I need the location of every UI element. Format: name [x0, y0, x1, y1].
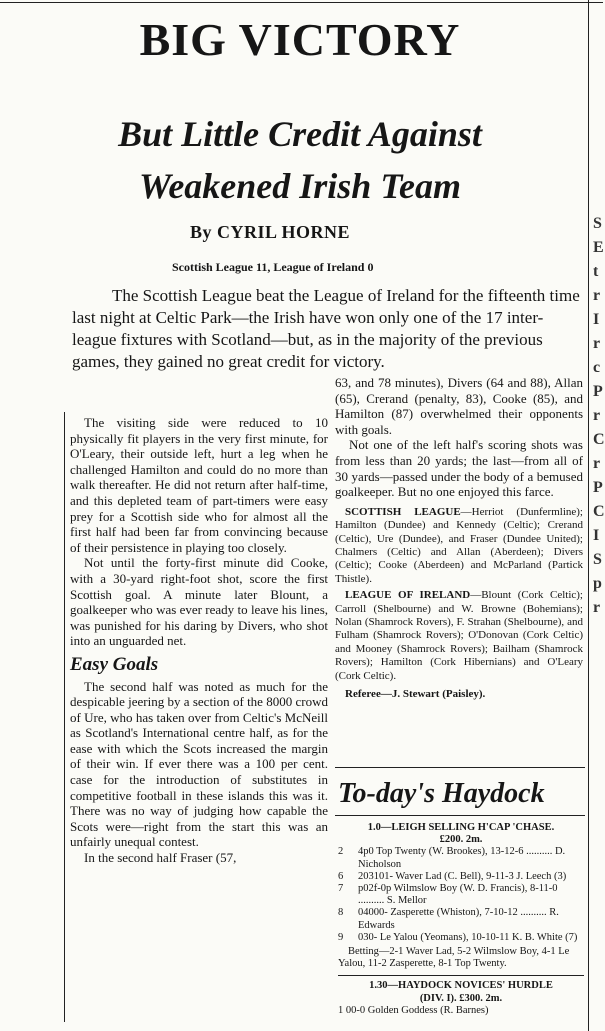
right-column: [335, 375, 583, 701]
left-margin-rule: [64, 412, 65, 1022]
edge-letter: p: [593, 575, 602, 592]
easy-goals-heading: Easy Goals: [70, 653, 159, 675]
intro-text: The Scottish League beat the League of Ireland for the fifteenth time last night at Celtic Park—the Irish have won only one of the 17 inter-league fixtures with Scotland—but, as in the majority of the previous games, they gained no great credit for victory.: [72, 286, 580, 371]
scottish-team-lead: SCOTTISH LEAGUE: [345, 505, 461, 518]
runner-number: 7: [338, 883, 344, 895]
race1-runner: [338, 907, 584, 931]
runner-number: 8: [338, 907, 344, 919]
ireland-team-text: —Blount (Cork Celtic); Carroll (Shelbourne) and W. Browne (Bohemians); Nolan (Shamrock Rovers), F. Strahan (Shelbourne), and Fulham (Shamrock Rovers); O'Donovan (Cork Celtic) and Mooney (Shamrock Rovers); Bailham (Shamrock Rovers); Hamilton (Cork Hibernians) and O'Leary (Cork Celtic).: [335, 589, 583, 682]
left-column: [70, 415, 328, 866]
edge-letter: t: [593, 263, 599, 280]
runner-text: 4p0 Top Twenty (W. Brookes), 13-12-6 .......... D. Nicholson: [358, 846, 566, 870]
edge-letter: r: [593, 599, 601, 616]
subheadline-2: Weakened Irish Team: [138, 166, 461, 206]
haydock-racecard: [338, 822, 584, 1017]
race1-runner: [338, 846, 584, 870]
runner-number: 9: [338, 931, 344, 943]
ireland-team: [335, 589, 583, 683]
runner-text: 203101- Waver Lad (C. Bell), 9-11-3 J. Leech (3): [358, 870, 567, 882]
edge-letter: c: [593, 359, 601, 376]
edge-letter: E: [593, 239, 604, 256]
haydock-title-rule: [335, 815, 585, 816]
left-paragraph-1: The visiting side were reduced to 10 physically fit players in the very first minute, for O'Leary, their outside left, hurt a leg when he challenged Hamilton and could do no more than walk thereafter. He did not return after half-time, and this depleted team of part-timers were easy prey for a Scottish side who for almost all the first half had been far from convincing because of their persistence in playing too closely.: [70, 415, 328, 555]
intro-paragraph: [72, 285, 582, 373]
scottish-team-text: —Herriot (Dunfermline); Hamilton (Dundee) and Kennedy (Celtic); Crerand (Celtic), Ure (Dundee), and Fraser (Dundee United); Chalmers (Celtic) and Allan (Aberdeen); Divers (Celtic); Cooke (Aberdeen) and McParland (Partick Thistle).: [335, 505, 583, 585]
adjacent-column-fragment: [593, 215, 603, 623]
edge-letter: S: [593, 551, 602, 568]
race1-runner: [338, 871, 584, 883]
right-paragraph-1: 63, and 78 minutes), Divers (64 and 88), Allan (65), Crerand (penalty, 83), Cooke (85), and Hamilton (87) overwhelmed their opponents with goals.: [335, 375, 583, 437]
top-rule: [0, 2, 603, 3]
race1-betting: Betting—2-1 Waver Lad, 5-2 Wilmslow Boy, 4-1 Le Yalou, 11-2 Zasperette, 8-1 Top Twenty.: [338, 946, 570, 970]
runner-number: 2: [338, 846, 344, 858]
runner-text: p02f-0p Wilmslow Boy (W. D. Francis), 8-11-0 .......... S. Mellor: [358, 883, 558, 907]
headline: BIG VICTORY: [139, 14, 461, 65]
runner-text: 04000- Zasperette (Whiston), 7-10-12 .......... R. Edwards: [358, 907, 559, 931]
race2-prize: (DIV. I). £300. 2m.: [419, 992, 503, 1004]
edge-letter: C: [593, 503, 605, 520]
edge-letter: r: [593, 407, 601, 424]
team-lists: [335, 506, 583, 702]
right-column-rule: [588, 0, 589, 1031]
race1-prize: £200. 2m.: [439, 834, 483, 846]
edge-letter: P: [593, 383, 603, 400]
scottish-team: [335, 506, 583, 586]
byline: By CYRIL HORNE: [190, 222, 351, 242]
easy-goals-paragraph-2: In the second half Fraser (57,: [84, 850, 237, 866]
right-paragraph-2: Not one of the left half's scoring shots was from less than 20 yards; the last—from all of 30 yards—passed under the body of a bemused goalkeeper. But no one enjoyed this farce.: [335, 437, 583, 500]
easy-goals-paragraph-1: The second half was noted as much for the despicable jeering by a section of the 8000 crowd of Ure, who has taken over from Celtic's McNeill as Scotland's International centre half, as for the ease with which the Scots increased the margin of their win. If ever there was a 100 per cent. case for the introduction of substitutes in competitive football in these islands this was it. There was no way of judging how capable the Scots were—right from the start this was an unfairly unequal contest.: [70, 678, 328, 850]
runner-number: 6: [338, 870, 344, 882]
left-paragraph-2: Not until the forty-first minute did Cooke, with a 30-yard right-foot shot, score the first Scottish goal. A minute later Blount, a goalkeeper who was ever ready to leave his lines, was punished for his daring by Divers, who shot into an unguarded net.: [70, 555, 328, 649]
subheadline-1: But Little Credit Against: [118, 114, 482, 154]
edge-letter: r: [593, 455, 601, 472]
haydock-title: To-day's Haydock: [338, 778, 545, 809]
edge-letter: P: [593, 479, 603, 496]
race2-heading: 1.30—HAYDOCK NOVICES' HURDLE: [369, 980, 553, 992]
ireland-team-lead: LEAGUE OF IRELAND: [345, 589, 471, 602]
referee-line: Referee—J. Stewart (Paisley).: [345, 688, 486, 701]
edge-letter: I: [593, 527, 600, 544]
race1-runner: [338, 883, 584, 907]
runner-text: 030- Le Yalou (Yeomans), 10-10-11 K. B. White (7): [358, 931, 578, 943]
edge-letter: I: [593, 311, 600, 328]
haydock-top-rule: [335, 767, 585, 768]
edge-letter: S: [593, 215, 602, 232]
race1-runner: [338, 932, 584, 944]
edge-letter: r: [593, 335, 601, 352]
race2-first-runner: 1 00-0 Golden Goddess (R. Barnes): [338, 1004, 489, 1016]
race1-heading: 1.0—LEIGH SELLING H'CAP 'CHASE.: [367, 822, 555, 833]
race-divider: [338, 975, 584, 976]
edge-letter: r: [593, 287, 601, 304]
score-line: Scottish League 11, League of Ireland 0: [172, 260, 374, 274]
edge-letter: C: [593, 431, 605, 448]
